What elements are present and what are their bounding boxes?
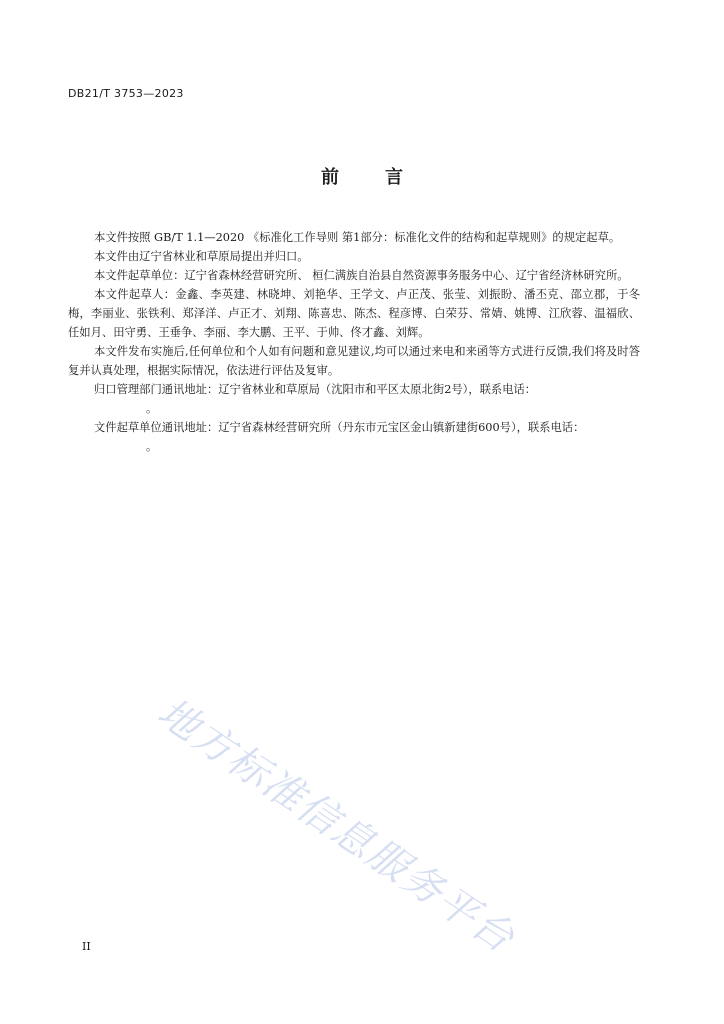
page-title <box>0 163 724 189</box>
admin-address-end: 。 <box>146 402 158 415</box>
paragraph-proposer: 本文件由辽宁省林业和草原局提出并归口。 <box>93 250 309 263</box>
title-char-1: 前 <box>321 167 339 188</box>
paragraph-drafting-units: 本文件起草单位：辽宁省森林经营研究所、 桓仁满族自治县自然资源事务服务中心、辽宁省经济林研究所。 <box>93 269 629 282</box>
watermark-text: 地方标准信息服务平台 <box>149 689 524 963</box>
title-char-2: 言 <box>385 167 403 188</box>
paragraph-drafters: 本文件起草人：金鑫、李英建、林晓坤、刘艳华、王学文、卢正茂、张莹、刘振盼、潘丕克、邵立郡，于冬梅，李丽业、张铁利、郑泽洋、卢正才、刘翔、陈喜忠、陈杰、程彦博、白荣芬、常婧、姚博、江欣蓉、温福欣、任如月、田守勇、王垂争、李丽、李大鹏、王平、于帅、佟才鑫、刘辉。 <box>68 288 640 339</box>
drafter-address-end: 。 <box>146 440 158 453</box>
page-number: II <box>82 940 91 953</box>
admin-address-text: 归口管理部门通讯地址：辽宁省林业和草原局（沈阳市和平区太原北街2号），联系电话： <box>93 383 537 396</box>
paragraph-drafting-rules: 本文件按照 GB/T 1.1—2020 《标准化工作导则 第1部分：标准化文件的结构和起草规则》的规定起草。 <box>93 231 621 244</box>
foreword-body <box>68 228 640 456</box>
paragraph-admin-address <box>68 380 640 418</box>
drafter-address-text: 文件起草单位通讯地址：辽宁省森林经营研究所（丹东市元宝区金山镇新建街600号），联系电话： <box>93 421 585 434</box>
standard-code: DB21/T 3753—2023 <box>68 87 184 100</box>
paragraph-drafter-address <box>68 418 640 456</box>
paragraph-feedback: 本文件发布实施后,任何单位和个人如有问题和意见建议,均可以通过来电和来函等方式进行反馈,我们将及时答复并认真处理，根据实际情况，依法进行评估及复审。 <box>68 345 640 377</box>
